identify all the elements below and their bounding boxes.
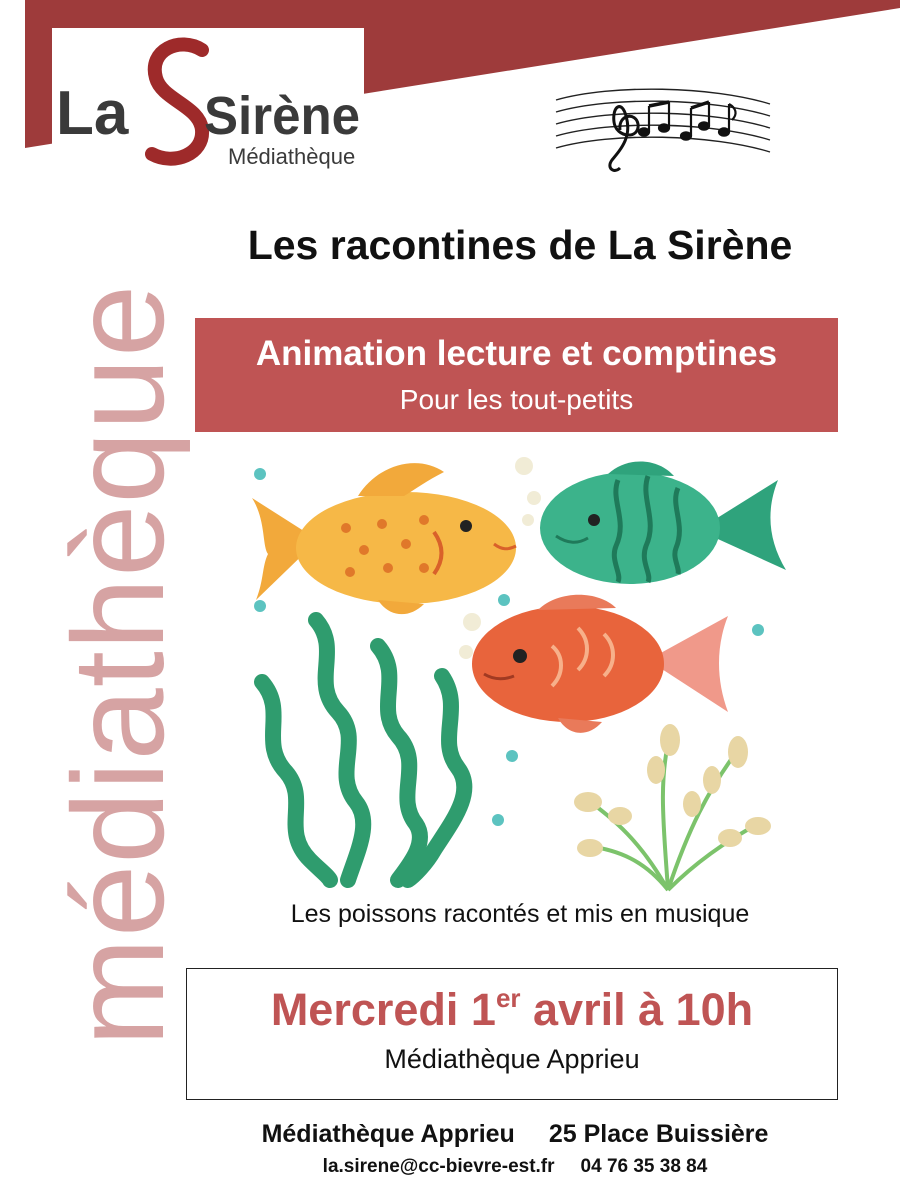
logo-text-sirene: Sirène	[204, 86, 360, 146]
event-date	[187, 983, 837, 1037]
footer-phone: 04 76 35 38 84	[580, 1156, 708, 1177]
event-date-prefix: Mercredi 1	[270, 984, 496, 1035]
banner-title: Animation lecture et comptines	[255, 334, 778, 373]
logo-text-la: La	[56, 79, 129, 148]
event-venue: Médiathèque Apprieu	[384, 1044, 640, 1074]
logo-text-mediatheque: Médiathèque	[228, 144, 356, 169]
activity-banner	[195, 318, 838, 432]
vertical-mediatheque-word: médiathèque	[45, 283, 191, 1047]
footer-name: Médiathèque Apprieu	[261, 1120, 515, 1148]
fish-green-icon	[540, 461, 786, 584]
plant-icon	[574, 724, 771, 890]
fish-illustration	[238, 450, 790, 900]
logo-s-shape	[152, 45, 202, 159]
footer-contact	[150, 1156, 880, 1178]
fish-orange-icon	[252, 463, 516, 614]
fish-red-icon	[472, 595, 728, 733]
event-box	[186, 968, 838, 1100]
music-staff-icon	[552, 78, 774, 178]
footer-address	[150, 1120, 880, 1149]
banner-subtitle: Pour les tout-petits	[399, 384, 634, 415]
footer-email: la.sirene@cc-bievre-est.fr	[322, 1156, 555, 1177]
event-date-suffix: avril à 10h	[520, 984, 754, 1035]
caption: Les poissons racontés et mis en musique	[290, 900, 750, 928]
event-date-ordinal: er	[495, 983, 521, 1013]
seaweed-icon	[262, 620, 464, 880]
page-title: Les racontines de La Sirène	[247, 222, 793, 268]
footer-street: 25 Place Buissière	[548, 1120, 769, 1148]
logo	[52, 28, 364, 172]
